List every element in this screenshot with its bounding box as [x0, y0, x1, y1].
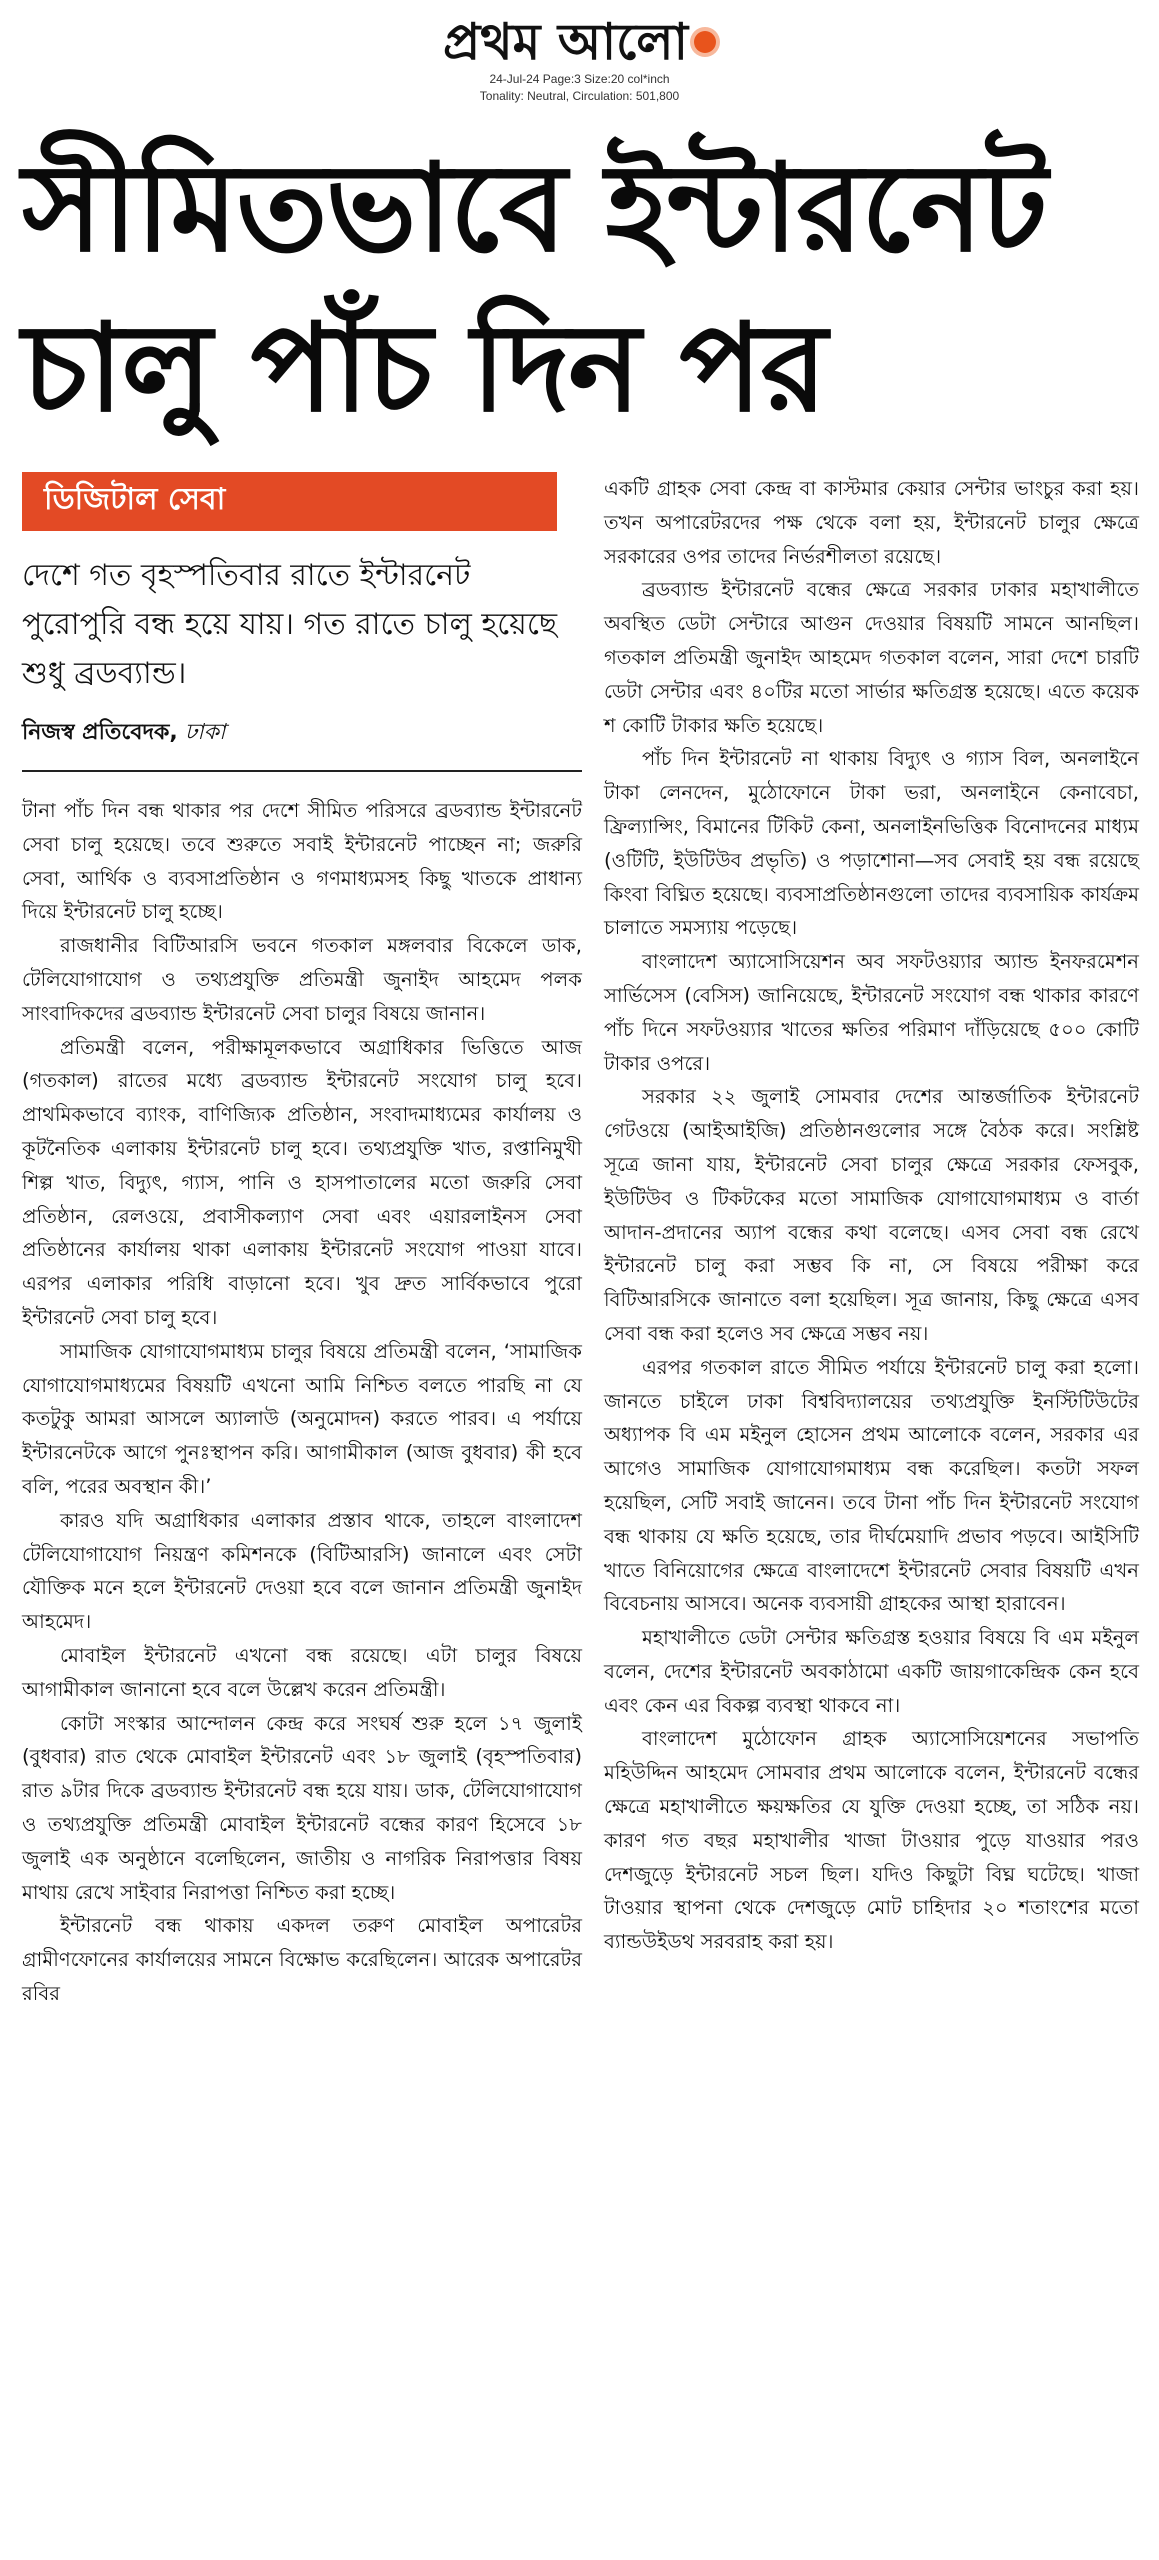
body-paragraph: রাজধানীর বিটিআরসি ভবনে গতকাল মঙ্গলবার বিকেলে ডাক, টেলিযোগাযোগ ও তথ্যপ্রযুক্তি প্রতিমন্ত্রী জুনাইদ আহমেদ পলক সাংবাদিকদের ব্রডব্যান্ড ইন্টারনেট সেবা চালুর বিষয়ে জানান। — [22, 934, 582, 1025]
article-headline: সীমিতভাবে ইন্টারনেট চালু পাঁচ দিন পর — [22, 137, 1046, 439]
prothom-alo-logo — [443, 14, 716, 70]
body-paragraph: কারও যদি অগ্রাধিকার এলাকার প্রস্তাব থাকে, তাহলে বাংলাদেশ টেলিযোগাযোগ নিয়ন্ত্রণ কমিশনকে (বিটিআরসি) জানালে এবং সেটা যৌক্তিক মনে হলে ইন্টারনেট দেওয়া হবে বলে জানান প্রতিমন্ত্রী জুনাইদ আহমেদ। — [22, 1508, 582, 1634]
body-paragraph: কোটা সংস্কার আন্দোলন কেন্দ্র করে সংঘর্ষ শুরু হলে ১৭ জুলাই (বুধবার) রাত থেকে মোবাইল ইন্টারনেট এবং ১৮ জুলাই (বৃহস্পতিবার) রাত ৯টার দিকে ব্রডব্যান্ড ইন্টারনেট বন্ধ হয়ে যায়। ডাক, টেলিযোগাযোগ ও তথ্যপ্রযুক্তি প্রতিমন্ত্রী মোবাইল ইন্টারনেট বন্ধের কারণ হিসেবে ১৮ জুলাই এক অনুষ্ঠানে বলেছিলেন, জাতীয় ও নাগরিক নিরাপত্তার বিষয় মাথায় রেখে সাইবার নিরাপত্তা নিশ্চিত করা হচ্ছে। — [22, 1711, 582, 1904]
byline-divider — [22, 770, 582, 772]
body-paragraph: সরকার ২২ জুলাই সোমবার দেশের আন্তর্জাতিক ইন্টারনেট গেটওয়ে (আইআইজি) প্রতিষ্ঠানগুলোর সঙ্গে বৈঠক করে। সংশ্লিষ্ট সূত্রে জানা যায়, ইন্টারনেট সেবা চালুর ক্ষেত্রে সরকার ফেসবুক, ইউটিউব ও টিকটকের মতো সামাজিক যোগাযোগমাধ্যম ও বার্তা আদান-প্রদানের অ্যাপ বন্ধের কথা বলেছে। এসব সেবা বন্ধ রেখে ইন্টারনেট চালু করা সম্ভব কি না, সে বিষয়ে পরীক্ষা করে বিটিআরসিকে জানাতে বলা হয়েছিল। সূত্র জানায়, কিছু ক্ষেত্রে এসব সেবা বন্ধ করা হলেও সব ক্ষেত্রে সম্ভব নয়। — [604, 1085, 1139, 1345]
article-deck: দেশে গত বৃহস্পতিবার রাতে ইন্টারনেট পুরোপুরি বন্ধ হয়ে যায়। গত রাতে চালু হয়েছে শুধু ব্রডব্যান্ড। — [22, 558, 558, 691]
body-paragraph: এরপর গতকাল রাতে সীমিত পর্যায়ে ইন্টারনেট চালু করা হলো। জানতে চাইলে ঢাকা বিশ্ববিদ্যালয়ের তথ্যপ্রযুক্তি ইনস্টিটিউটের অধ্যাপক বি এম মইনুল হোসেন প্রথম আলোকে বলেন, সরকার এর আগেও সামাজিক যোগাযোগমাধ্যম বন্ধ করেছিল। কতটা সফল হয়েছিল, সেটি সবাই জানেন। তবে টানা পাঁচ দিন ইন্টারনেট সংযোগ বন্ধ থাকায় যে ক্ষতি হয়েছে, তার দীর্ঘমেয়াদি প্রভাব পড়বে। আইসিটি খাতে বিনিয়োগের ক্ষেত্রে বাংলাদেশে ইন্টারনেট সেবার বিষয়টি এখন বিবেচনায় আসবে। অনেক ব্যবসায়ী গ্রাহকের আস্থা হারাবেন। — [604, 1355, 1139, 1616]
section-tag-bar — [22, 472, 557, 531]
body-paragraph: মোবাইল ইন্টারনেট এখনো বন্ধ রয়েছে। এটা চালুর বিষয়ে আগামীকাল জানানো হবে বলে উল্লেখ করেন প্রতিমন্ত্রী। — [22, 1643, 582, 1701]
section-tag: ডিজিটাল সেবা — [22, 472, 557, 528]
logo-text: প্রথম আলো — [442, 13, 689, 71]
clipping-info-line-2: Tonality: Neutral, Circulation: 501,800 — [479, 89, 680, 103]
body-paragraph: প্রতিমন্ত্রী বলেন, পরীক্ষামূলকভাবে অগ্রাধিকার ভিত্তিতে আজ (গতকাল) রাতের মধ্যে ব্রডব্যান্ড ইন্টারনেট সংযোগ চালু হবে। প্রাথমিকভাবে ব্যাংক, বাণিজ্যিক প্রতিষ্ঠান, সংবাদমাধ্যমের কার্যালয় ও কূটনৈতিক এলাকায় ইন্টারনেট চালু হবে। তথ্যপ্রযুক্তি খাত, রপ্তানিমুখী শিল্প খাত, বিদ্যুৎ, গ্যাস, পানি ও হাসপাতালের মতো জরুরি সেবা প্রতিষ্ঠান, রেলওয়ে, প্রবাসীকল্যাণ সেবা এবং এয়ারলাইনস সেবা প্রতিষ্ঠানের কার্যালয় থাকা এলাকায় ইন্টারনেট সংযোগ পাওয়া যাবে। এরপর এলাকার পরিধি বাড়ানো হবে। খুব দ্রুত সার্বিকভাবে পুরো ইন্টারনেট সেবা চালু হবে। — [22, 1035, 582, 1329]
byline — [22, 716, 582, 750]
body-paragraph: বাংলাদেশ মুঠোফোন গ্রাহক অ্যাসোসিয়েশনের সভাপতি মহিউদ্দিন আহমেদ সোমবার প্রথম আলোকে বলেন, ইন্টারনেট বন্ধের ক্ষেত্রে মহাখালীতে ক্ষয়ক্ষতির যে যুক্তি দেওয়া হচ্ছে, তা সঠিক নয়। কারণ গত বছর মহাখালীর খাজা টাওয়ার পুড়ে যাওয়ার পরও দেশজুড়ে ইন্টারনেট সচল ছিল। যদিও কিছুটা বিঘ্ন ঘটেছে। খাজা টাওয়ার স্থাপনা থেকে দেশজুড়ে মোট চাহিদার ২০ শতাংশের মতো ব্যান্ডউইডথ সরবরাহ করা হয়। — [604, 1727, 1139, 1954]
right-column — [604, 472, 1139, 1959]
body-paragraph: ব্রডব্যান্ড ইন্টারনেট বন্ধের ক্ষেত্রে সরকার ঢাকার মহাখালীতে অবস্থিত ডেটা সেন্টারে আগুন দেওয়ার বিষয়টি সামনে আনছিল। গতকাল প্রতিমন্ত্রী জুনাইদ আহমেদ গতকাল বলেন, সারা দেশে চারটি ডেটা সেন্টার এবং ৪০টির মতো সার্ভার ক্ষতিগ্রস্ত হয়েছে। এতে কয়েক শ কোটি টাকার ক্ষতি হয়েছে। — [604, 578, 1139, 737]
left-column — [22, 472, 582, 2011]
body-paragraph: বাংলাদেশ অ্যাসোসিয়েশন অব সফটওয়্যার অ্যান্ড ইনফরমেশন সার্ভিসেস (বেসিস) জানিয়েছে, ইন্টারনেট সংযোগ বন্ধ থাকার কারণে পাঁচ দিনে সফটওয়্যার খাতের ক্ষতির পরিমাণ দাঁড়িয়েছে ৫০০ কোটি টাকার ওপরে। — [604, 950, 1139, 1075]
sun-icon — [694, 31, 716, 53]
body-paragraph: টানা পাঁচ দিন বন্ধ থাকার পর দেশে সীমিত পরিসরে ব্রডব্যান্ড ইন্টারনেট সেবা চালু হয়েছে। তবে শুরুতে সবাই ইন্টারনেট পাচ্ছেন না; জরুরি সেবা, আর্থিক ও ব্যবসাপ্রতিষ্ঠান ও গণমাধ্যমসহ কিছু খাতকে প্রাধান্য দিয়ে ইন্টারনেট চালু হচ্ছে। — [22, 799, 582, 924]
masthead — [0, 14, 1159, 104]
byline-reporter: নিজস্ব প্রতিবেদক, — [22, 720, 178, 745]
byline-place: ঢাকা — [184, 720, 226, 745]
body-paragraph: ইন্টারনেট বন্ধ থাকায় একদল তরুণ মোবাইল অপারেটর গ্রামীণফোনের কার্যালয়ের সামনে বিক্ষোভ করেছিলেন। আরেক অপারেটর রবির — [22, 1914, 582, 2005]
body-paragraph: সামাজিক যোগাযোগমাধ্যম চালুর বিষয়ে প্রতিমন্ত্রী বলেন, ‘সামাজিক যোগাযোগমাধ্যমের বিষয়টি এখনো আমি নিশ্চিত বলতে পারছি না যে কতটুকু আমরা আসলে অ্যালাউ (অনুমোদন) করতে পারব। এ পর্যায়ে ইন্টারনেটকে আগে পুনঃস্থাপন করি। আগামীকাল (আজ বুধবার) কী হবে বলি, পরের অবস্থান কী।’ — [22, 1339, 582, 1498]
body-paragraph: পাঁচ দিন ইন্টারনেট না থাকায় বিদ্যুৎ ও গ্যাস বিল, অনলাইনে টাকা লেনদেন, মুঠোফোনে টাকা ভরা, অনলাইনে কেনাবেচা, ফ্রিল্যান্সিং, বিমানের টিকিট কেনা, অনলাইনভিত্তিক বিনোদনের মাধ্যম (ওটিটি, ইউটিউব প্রভৃতি) ও পড়াশোনা—সব সেবাই হয় বন্ধ রয়েছে কিংবা বিঘ্নিত হয়েছে। ব্যবসাপ্রতিষ্ঠানগুলো তাদের ব্যবসায়িক কার্যক্রম চালাতে সমস্যায় পড়েছে। — [604, 747, 1139, 940]
body-paragraph: একটি গ্রাহক সেবা কেন্দ্র বা কাস্টমার কেয়ার সেন্টার ভাংচুর করা হয়। তখন অপারেটরদের পক্ষ থেকে বলা হয়, ইন্টারনেট চালুর ক্ষেত্রে সরকারের ওপর তাদের নির্ভরশীলতা রয়েছে। — [604, 477, 1139, 568]
clipping-info-line-1: 24-Jul-24 Page:3 Size:20 col*inch — [489, 72, 670, 86]
body-paragraph: মহাখালীতে ডেটা সেন্টার ক্ষতিগ্রস্ত হওয়ার বিষয়ে বি এম মইনুল বলেন, দেশের ইন্টারনেট অবকাঠামো একটি জায়গাকেন্দ্রিক কেন হবে এবং কেন এর বিকল্প ব্যবস্থা থাকবে না। — [604, 1626, 1139, 1717]
